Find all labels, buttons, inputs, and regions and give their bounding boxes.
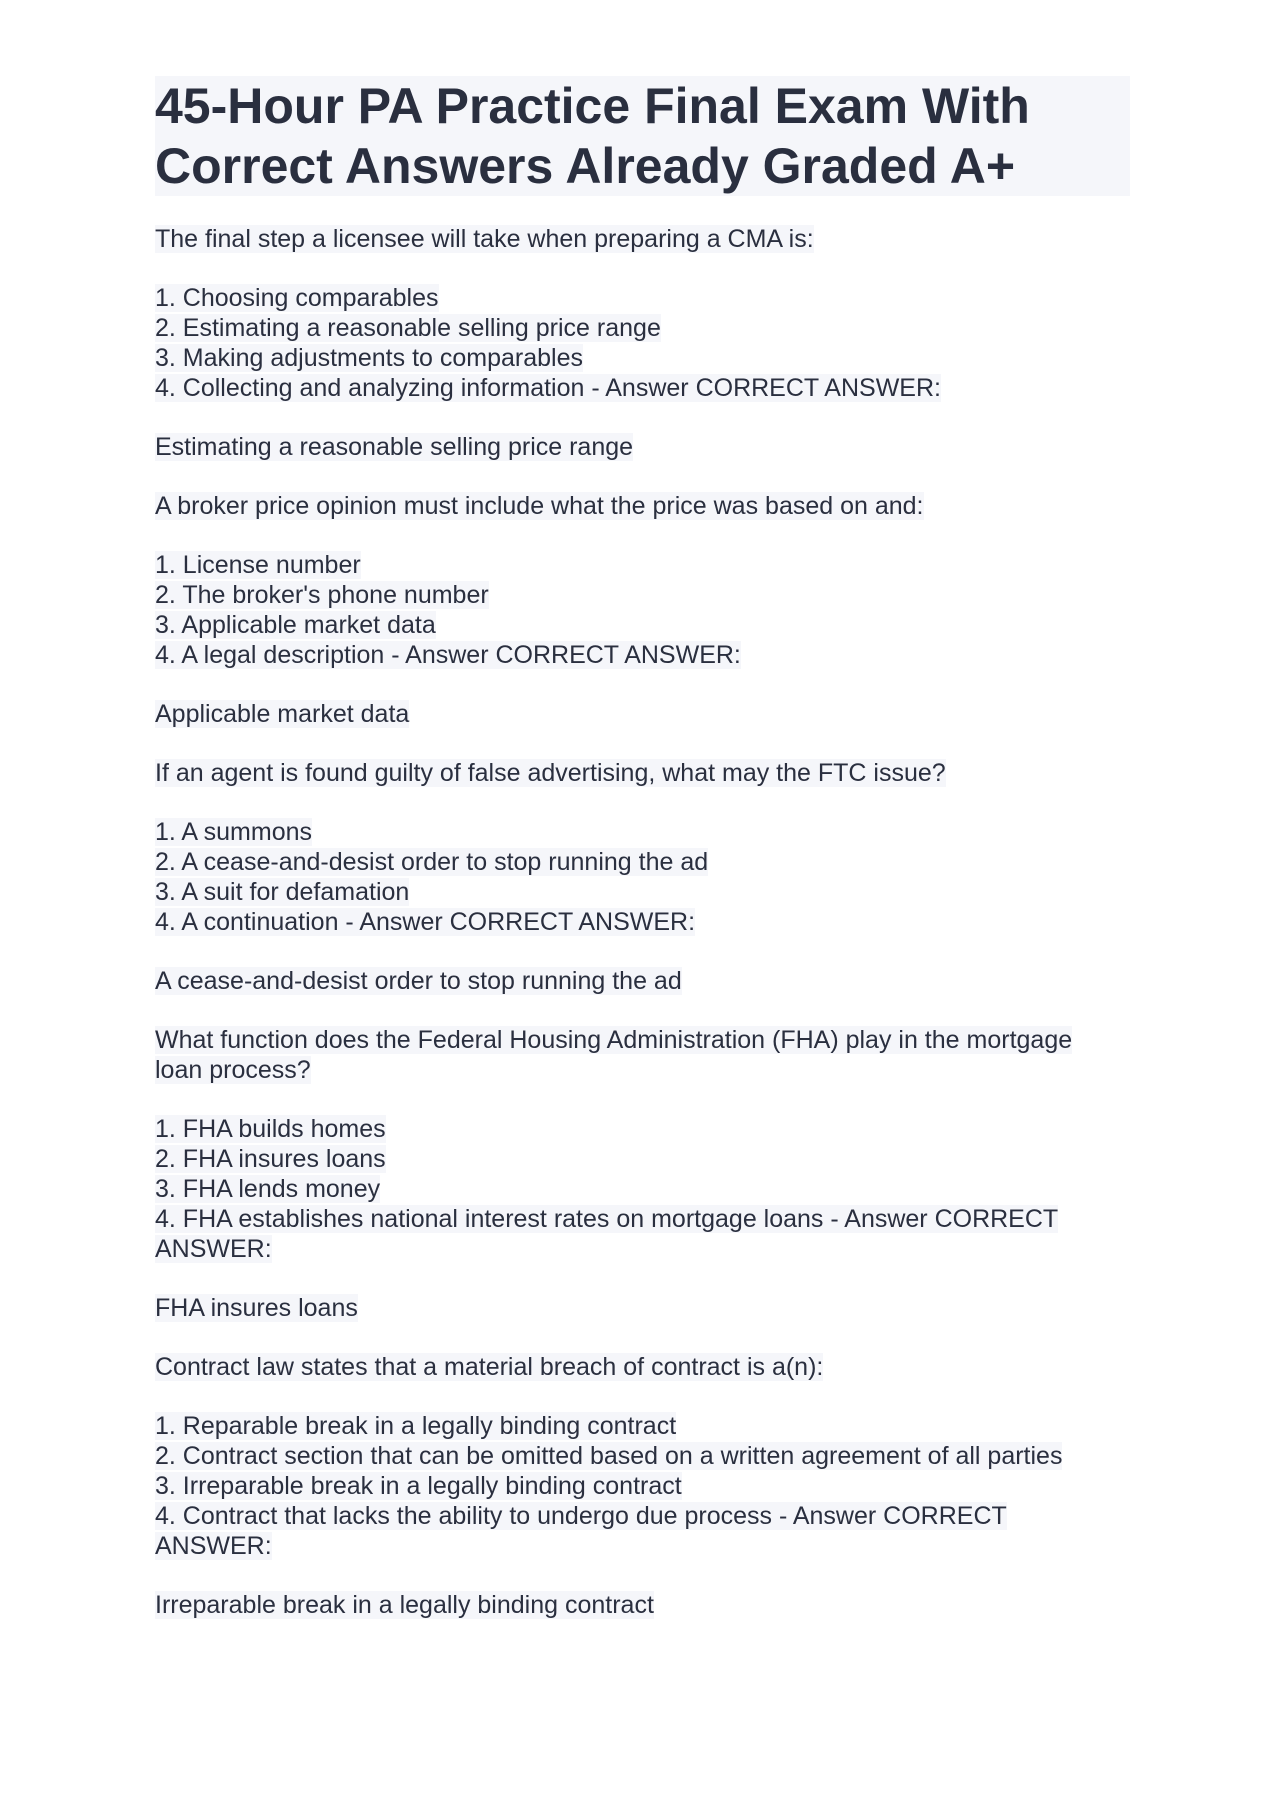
option-item: ANSWER: bbox=[155, 1235, 272, 1263]
answer-text: Irreparable break in a legally binding contract bbox=[155, 1591, 654, 1619]
question-prompt bbox=[155, 1352, 1130, 1382]
question-text: Contract law states that a material breach of contract is a(n): bbox=[155, 1353, 824, 1381]
option-item: 2. FHA insures loans bbox=[155, 1145, 386, 1173]
question-options bbox=[155, 283, 1130, 403]
option-item: 3. A suit for defamation bbox=[155, 878, 410, 906]
document-page bbox=[155, 76, 1130, 1649]
answer-block bbox=[155, 966, 1130, 996]
answer-block bbox=[155, 432, 1130, 462]
question-text: What function does the Federal Housing Administration (FHA) play in the mortgage bbox=[155, 1026, 1073, 1054]
question-text: A broker price opinion must include what the price was based on and: bbox=[155, 492, 924, 520]
question-prompt bbox=[155, 491, 1130, 521]
answer-block bbox=[155, 1590, 1130, 1620]
question-prompt bbox=[155, 758, 1130, 788]
question-text: If an agent is found guilty of false advertising, what may the FTC issue? bbox=[155, 759, 946, 787]
question-text: loan process? bbox=[155, 1056, 311, 1084]
question-prompt bbox=[155, 224, 1130, 254]
option-item: 3. Applicable market data bbox=[155, 611, 436, 639]
option-item: 4. A continuation - Answer CORRECT ANSWER: bbox=[155, 908, 696, 936]
option-item: 2. Estimating a reasonable selling price range bbox=[155, 314, 661, 342]
answer-block bbox=[155, 1293, 1130, 1323]
option-item: 4. A legal description - Answer CORRECT ANSWER: bbox=[155, 641, 741, 669]
option-item: 2. The broker's phone number bbox=[155, 581, 489, 609]
option-item: 3. Making adjustments to comparables bbox=[155, 344, 583, 372]
option-item: 2. A cease-and-desist order to stop running the ad bbox=[155, 848, 709, 876]
option-item: 2. Contract section that can be omitted based on a written agreement of all parties bbox=[155, 1442, 1063, 1470]
question-text: The final step a licensee will take when preparing a CMA is: bbox=[155, 225, 814, 253]
answer-text: A cease-and-desist order to stop running the ad bbox=[155, 967, 682, 995]
option-item: 1. A summons bbox=[155, 818, 313, 846]
answer-text: Estimating a reasonable selling price range bbox=[155, 433, 634, 461]
option-item: ANSWER: bbox=[155, 1532, 272, 1560]
option-item: 3. FHA lends money bbox=[155, 1175, 381, 1203]
answer-text: FHA insures loans bbox=[155, 1294, 358, 1322]
question-options bbox=[155, 1411, 1130, 1561]
question-options bbox=[155, 1114, 1130, 1264]
option-item: 4. Contract that lacks the ability to undergo due process - Answer CORRECT bbox=[155, 1502, 1007, 1530]
answer-text: Applicable market data bbox=[155, 700, 410, 728]
answer-block bbox=[155, 699, 1130, 729]
option-item: 1. FHA builds homes bbox=[155, 1115, 386, 1143]
option-item: 1. License number bbox=[155, 551, 361, 579]
question-prompt bbox=[155, 1025, 1130, 1085]
question-options bbox=[155, 817, 1130, 937]
option-item: 4. FHA establishes national interest rates on mortgage loans - Answer CORRECT bbox=[155, 1205, 1059, 1233]
option-item: 3. Irreparable break in a legally binding contract bbox=[155, 1472, 682, 1500]
document-title: 45-Hour PA Practice Final Exam With Correct Answers Already Graded A+ bbox=[155, 76, 1130, 196]
option-item: 4. Collecting and analyzing information - Answer CORRECT ANSWER: bbox=[155, 374, 941, 402]
option-item: 1. Choosing comparables bbox=[155, 284, 439, 312]
option-item: 1. Reparable break in a legally binding contract bbox=[155, 1412, 677, 1440]
question-options bbox=[155, 550, 1130, 670]
